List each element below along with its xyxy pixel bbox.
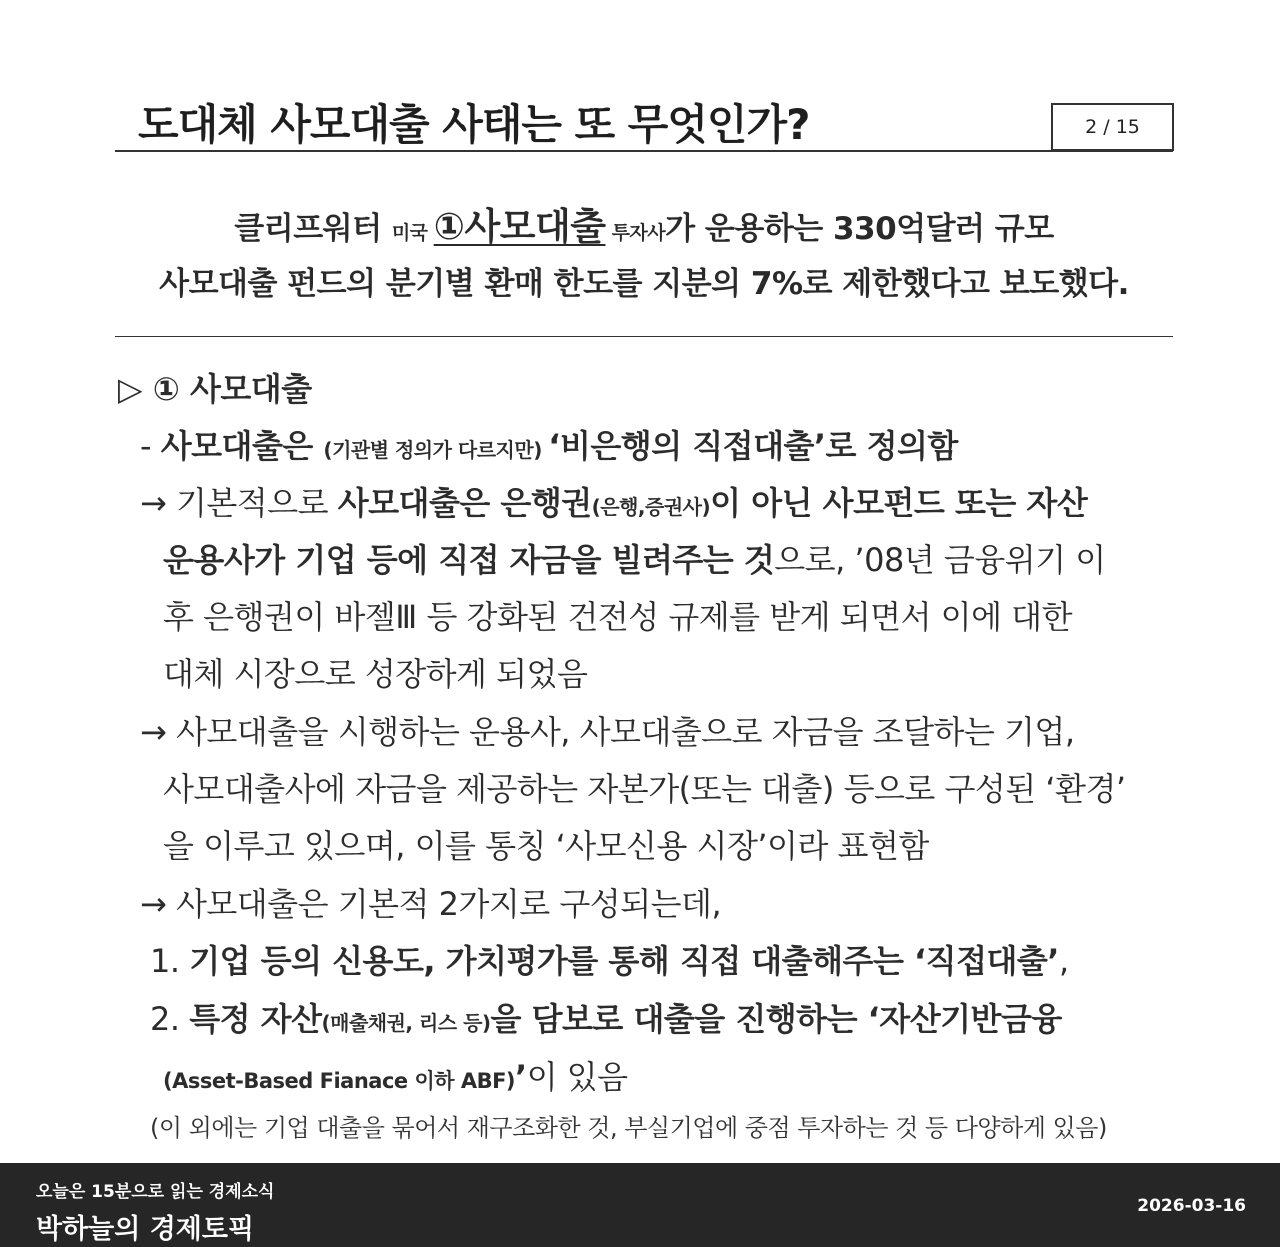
footer-subtitle: 오늘은 15분으로 읽는 경제소식 [36,1182,275,1202]
paragraph-1-line-3: 후 은행권이 바젤Ⅲ 등 강화된 건전성 규제를 받게 되면서 이에 대한 [163,598,1072,636]
page-total: 15 [1115,116,1140,138]
lead-line-1: 클리프워터 미국 ①사모대출 투자사가 운용하는 330억달러 규모 [234,205,1054,248]
paragraph-2-line-2: 사모대출사에 자금을 제공하는 자본가(또는 대출) 등으로 구성된 ‘환경’ [163,770,1126,808]
title-divider [115,150,1173,152]
footnote: (이 외에는 기업 대출을 묶어서 재구조화한 것, 부실기업에 중점 투자하는 것 등 다양하게 있음) [150,1114,1107,1142]
list-item-2-continuation: (Asset-Based Fianace 이하 ABF)’이 있음 [163,1058,628,1096]
page-separator: / [1097,116,1116,138]
list-item-1: 1. 기업 등의 신용도, 가치평가를 통해 직접 대출해주는 ‘직접대출’, [150,942,1069,980]
paragraph-3-line-1: → 사모대출은 기본적 2가지로 구성되는데, [140,885,722,923]
paragraph-2-line-1: → 사모대출을 시행하는 운용사, 사모대출으로 자금을 조달하는 기업, [140,713,1075,751]
page-title: 도대체 사모대출 사태는 또 무엇인가? [138,100,810,149]
page-indicator [1051,103,1174,151]
section-heading: ▷ ① 사모대출 [118,370,312,408]
footer-date: 2026-03-16 [1137,1196,1246,1216]
paragraph-1-line-2: 운용사가 기업 등에 직접 자금을 빌려주는 것으로, ’08년 금융위기 이 [163,541,1106,579]
paragraph-2-line-3: 을 이루고 있으며, 이를 통칭 ‘사모신용 시장’이라 표현함 [163,827,929,865]
definition-line: - 사모대출은 (기관별 정의가 다르지만) ‘비은행의 직접대출’로 정의함 [140,427,958,465]
lead-line-2: 사모대출 펀드의 분기별 환매 한도를 지분의 7%로 제한했다고 보도했다. [159,266,1129,302]
paragraph-1-line-1: → 기본적으로 사모대출은 은행권(은행,증권사)이 아닌 사모펀드 또는 자산 [140,484,1088,522]
footer-bar [0,1163,1280,1247]
list-item-2: 2. 특정 자산(매출채권, 리스 등)을 담보로 대출을 진행하는 ‘자산기반금융 [150,1000,1062,1038]
footer-brand: 박하늘의 경제토픽 [36,1214,255,1245]
highlighted-term: ①사모대출 [433,205,606,248]
paragraph-1-line-4: 대체 시장으로 성장하게 되었음 [163,655,588,693]
page-current: 2 [1085,116,1098,138]
section-divider [115,336,1173,337]
